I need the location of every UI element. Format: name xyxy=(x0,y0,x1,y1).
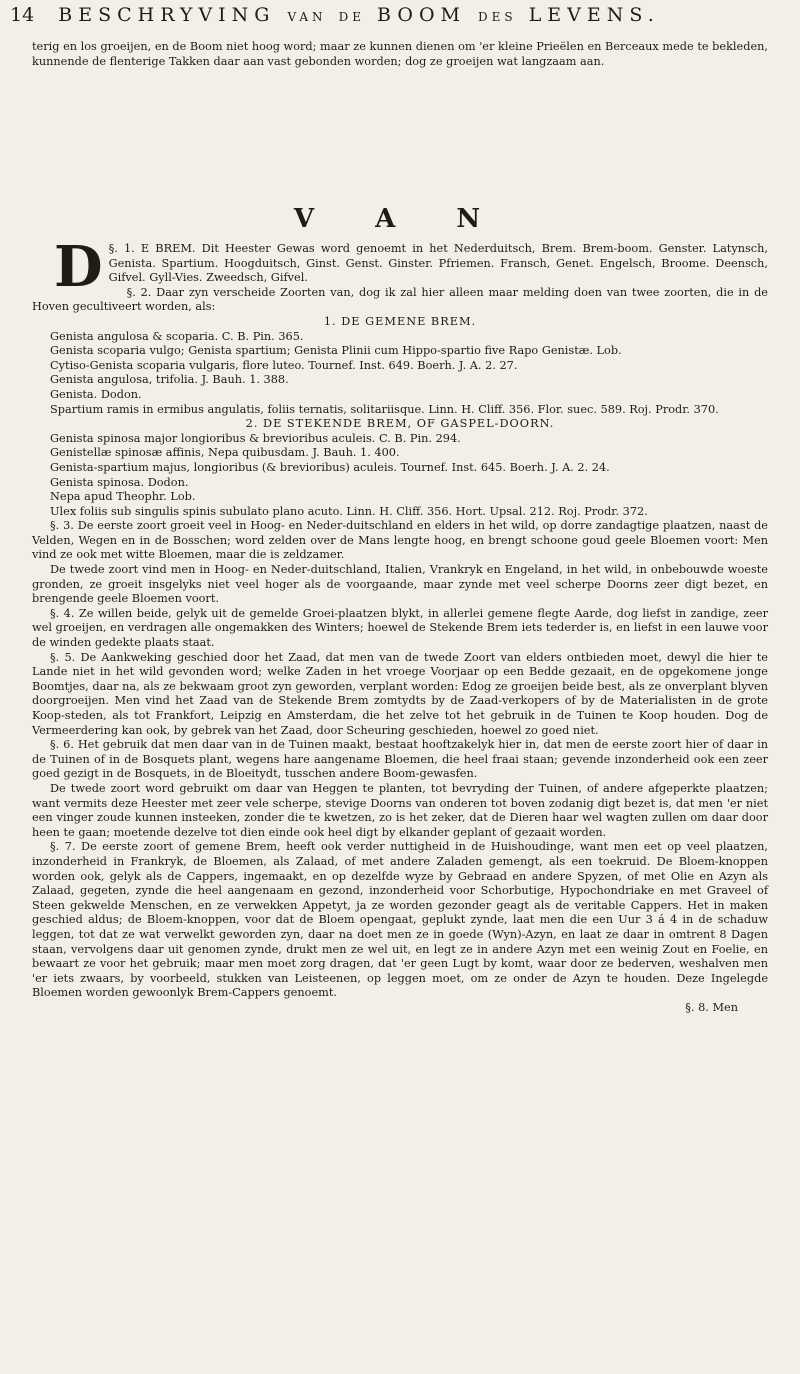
paragraph: §. 5. De Aankweking geschied door het Zaad, dat men van de twede Zoort van elders ontbieden moet, dewyl die hier te Lande niet in het wild gevonden word; welke Zaden in het vroege Voorjaar op een Bedde gezaait, en de opgekomene jonge Boomtjes, daar na, als ze bekwaam groot zyn geworden, verplant worden: Edog ze groeijen beide best, als ze onverplant blyven doorgroeijen. Men vind het Zaad van de Stekende Brem zomtydts by de Zaad-verkopers of by de Materialisten in de grote Koop-steden, als tot Frankfort, Leipzig en Amsterdam, die het zelve tot het gebruik in de Tuinen te Koop houden. Dog de Vermeerdering kan ook, by gebrek van het Zaad, door Scheuring geschieden, hoewel zo goed niet. xyxy=(32,650,768,737)
running-title-word: LEVENS. xyxy=(528,4,660,26)
synonym-line: Genista. Dodon. xyxy=(50,387,142,401)
running-title-word: DE xyxy=(338,10,365,24)
synonym-line: Genista spinosa. Dodon. xyxy=(50,475,189,489)
paragraph: §. 7. De eerste zoort of gemene Brem, heeft ook verder nuttigheid in de Huishoudinge, want men eet op veel plaatzen, inzonderheid in Frankryk, de Bloemen, als Zalaad, of met andere Zaladen gemengt, als een toekruid. De Bloem-knoppen worden ook, gelyk als de Cappers, ingemaakt, en op dezelfde wyze by Gebraad en andere Spyzen, of met Olie en Azyn als Zalaad, gegeten, zynde die heel aangenaam en gezond, inzonderheid voor Schorbutige, Hypochondriake en met Graveel of Steen gekwelde Menschen, en ze verwekken Appetyt, ja ze worden gezonder geagt als de veritable Cappers. Het in maken geschied aldus; de Bloem-knoppen, voor dat de Bloem opengaat, geplukt zynde, laat men die een Uur 3 á 4 in de schaduw leggen, tot dat ze wat verwelkt geworden zyn, daar na doet men ze in goede (Wyn)-Azyn, en laat ze daar in omtrent 8 Dagen staan, vervolgens daar uit genomen zynde, drukt men ze wel uit, en legt ze in andere Azyn met een weinig Zout en Foelie, en bewaart ze voor het gebruik; maar men moet zorg dragen, dat 'er geen Lugt by komt, waar door ze bederven, weshalven men 'er iets zwaars, by voorbeeld, stukken van Leisteenen, op leggen moet, om ze onder de Azyn te houden. Deze Ingelegde Bloemen worden gewoonlyk Brem-Cappers genoemt. xyxy=(32,840,768,1000)
page-number: 14 xyxy=(10,4,35,26)
heading-common-broom: 1. DE GEMENE BREM. xyxy=(323,314,477,328)
drop-capital: D xyxy=(54,234,103,300)
running-title-word: BESCHRYVING xyxy=(58,4,276,26)
synonym-line: Cytiso-Genista scoparia vulgaris, flore luteo. Tournef. Inst. 649. Boerh. J. A. 2. 27. xyxy=(50,358,518,372)
synonym-line: Genista-spartium majus, longioribus (& brevioribus) aculeis. Tournef. Inst. 645. Boerh. J. A. 2. 24. xyxy=(50,460,610,474)
chapter-title: V A N xyxy=(293,204,507,234)
synonym-line: Spartium ramis in ermibus angulatis, foliis ternatis, solitariisque. Linn. H. Cliff. 356. Flor. suec. 589. Roj. Prodr. 370. xyxy=(50,402,719,416)
section-1-text: E BREM. Dit Heester Gewas word genoemt in het Nederduitsch, Brem. Brem-boom. Genster. Latynsch, Genista. Spartium. Hoogduitsch, Ginst. Genst. Ginster. Pfriemen. Fransch, Genet. Engelsch, Broome. Deensch, Gifvel. Gyll-Vies. Zweedsch, Gifvel. xyxy=(108,242,768,285)
intro-text: terig en los groeijen, en de Boom niet hoog word; maar ze kunnen dienen om 'er kleine Prieëlen en Berceaux mede te bekleden, kunnende de flenterige Takken daar aan vast gebonden worden; dog ze groeijen wat langzaam aan. xyxy=(32,40,768,68)
catchword: §. 8. Men xyxy=(685,1000,738,1014)
running-title-word: VAN xyxy=(287,10,327,24)
paragraph: §. 3. De eerste zoort groeit veel in Hoog- en Neder-duitschland en elders in het wild, op dorre zandagtige plaatzen, naast de Velden, Wegen en in de Bosschen; word zelden over de Mans lengte hoog, en brengt schoone goud geele Bloemen voort: Men vind ze ook met witte Bloemen, maar die is zeldzamer. xyxy=(32,519,768,562)
synonym-line: Ulex foliis sub singulis spinis subulato plano acuto. Linn. H. Cliff. 356. Hort. Upsal. 212. Roj. Prodr. 372. xyxy=(50,504,648,518)
synonym-line: Genista angulosa & scoparia. C. B. Pin. 365. xyxy=(50,329,304,343)
synonym-line: Genista angulosa, trifolia. J. Bauh. 1. 388. xyxy=(50,373,289,387)
heading-spiny-broom: 2. DE STEKENDE BREM, OF GASPEL-DOORN. xyxy=(245,417,555,431)
running-title-word: BOOM xyxy=(377,4,466,26)
synonym-line: Genista scoparia vulgo; Genista spartium; Genista Plinii cum Hippo-spartio five Rapo Genistæ. Lob. xyxy=(50,344,622,358)
paragraph: §. 4. Ze willen beide, gelyk uit de gemelde Groei-plaatzen blykt, in allerlei gemene flegte Aarde, dog liefst in zandige, zeer wel groeijen, en verdragen alle ongemakken des Winters; hoewel de Stekende Brem iets tederder is, en liefst in een lauwe voor de winden gedekte plaats staat. xyxy=(32,606,768,650)
paragraph: §. 6. Het gebruik dat men daar van in de Tuinen maakt, bestaat hooftzakelyk hier in, dat men de eerste zoort hier of daar in de Tuinen of in de Bosquets plant, wegens hare aangename Bloemen, die heel fraai staan; gevende inzonderheid ook een zeer goed gezigt in de Bosquets, in de Bloeitydt, tusschen andere Boom-gewasfen. xyxy=(32,738,768,781)
paragraph: De twede zoort vind men in Hoog- en Neder-duitschland, Italien, Vrankryk en Engeland, in het wild, in onbebouwde woeste gronden, ze groeit insgelyks niet veel hoger als de voorgaande, maar zynde met veel scherpe Doorns zeer digt bezet, en brengende geele Bloemen voort. xyxy=(32,563,768,606)
synonym-line: Genistellæ spinosæ affinis, Nepa quibusdam. J. Bauh. 1. 400. xyxy=(50,446,400,460)
running-title-word: DES xyxy=(478,10,517,24)
running-head xyxy=(10,4,790,40)
paragraph: De twede zoort word gebruikt om daar van Heggen te planten, tot bevryding der Tuinen, of andere afgeperkte plaatzen; want vermits deze Heester met zeer vele scherpe, stevige Doorns van onderen tot boven zodanig digt bezet is, dat men 'er niet een vinger zoude kunnen insteeken, zonder die te kwetzen, zo is het zeker, dat de Dieren haar wel wagten zullen om daar door heen te gaan; moetende dezelve tot dien einde ook heel digt by elkander geplant of gezaait worden. xyxy=(32,781,768,839)
section-1-mark: §. 1. xyxy=(108,242,135,255)
intro-paragraph xyxy=(32,40,768,69)
synonym-line: Genista spinosa major longioribus & brevioribus aculeis. C. B. Pin. 294. xyxy=(50,431,461,445)
main-text xyxy=(32,234,768,1015)
synonym-line: Nepa apud Theophr. Lob. xyxy=(50,490,196,504)
section-2: §. 2. Daar zyn verscheide Zoorten van, dog ik zal hier alleen maar melding doen van twee zoorten, die in de Hoven gecultiveert worden, als: xyxy=(32,285,768,314)
